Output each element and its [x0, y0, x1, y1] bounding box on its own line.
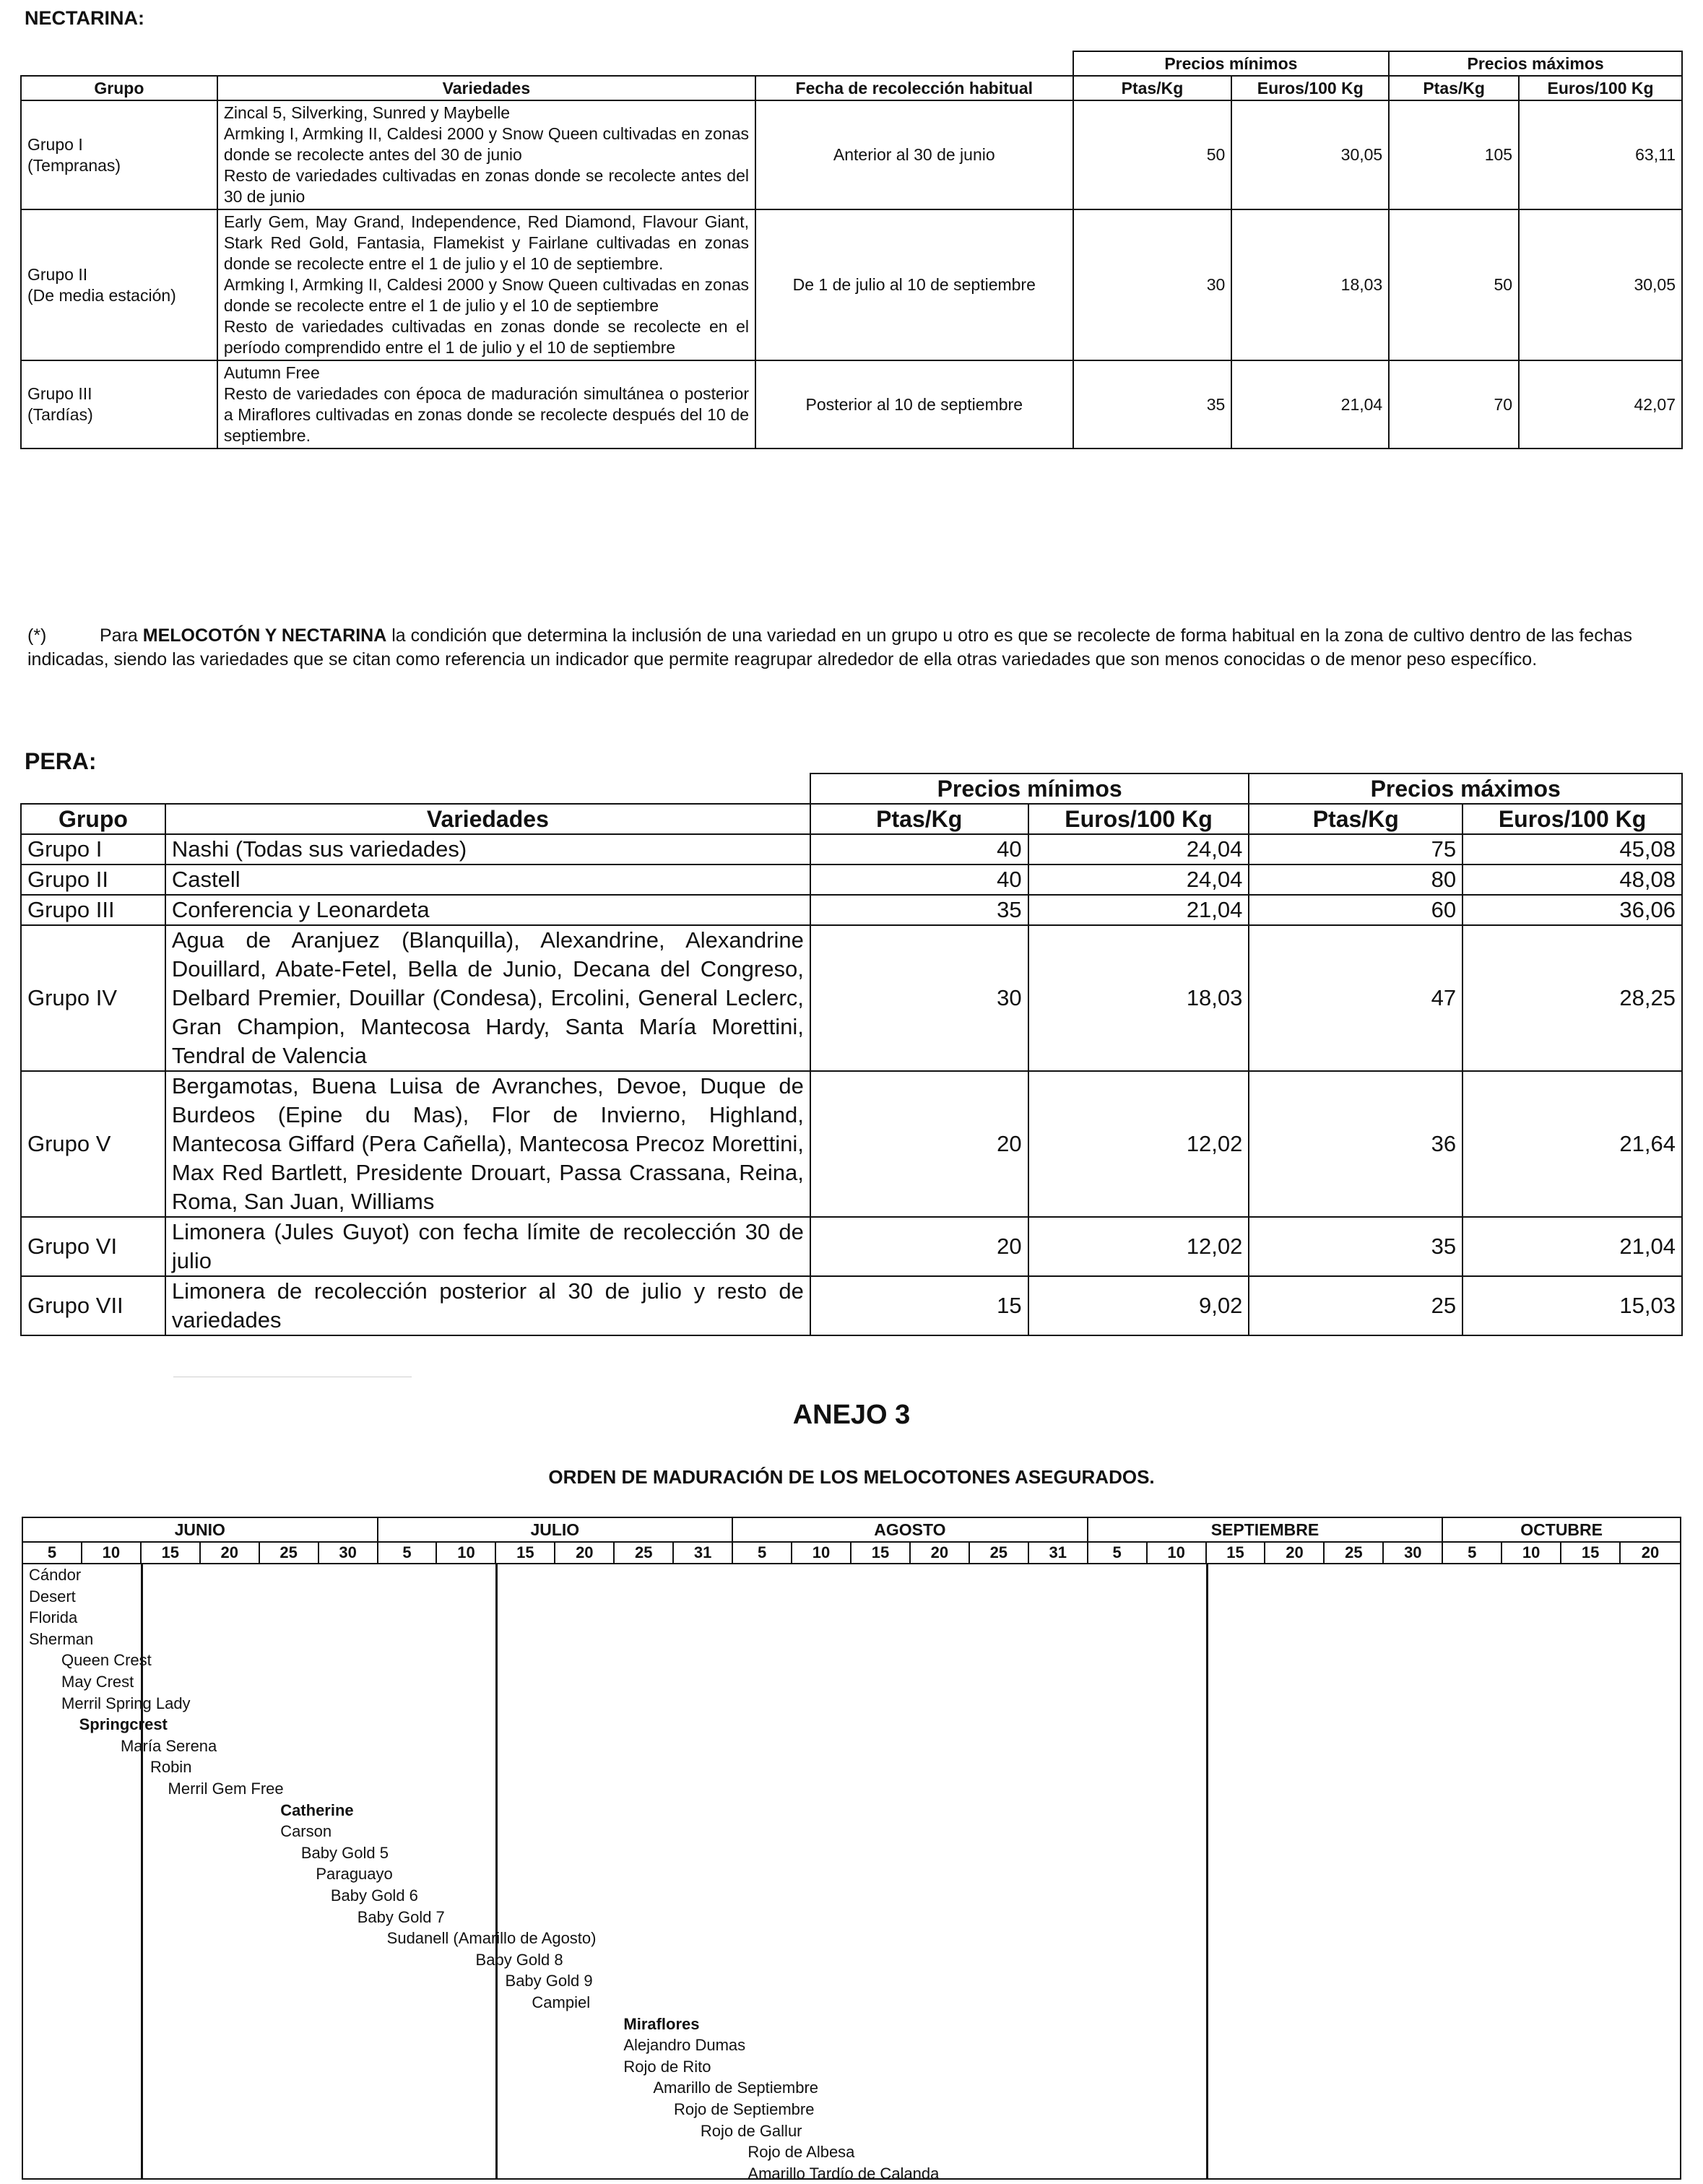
max-euros-cell: 36,06 [1462, 895, 1682, 925]
variety-label: Merril Gem Free [168, 1780, 284, 1798]
day-header: 20 [911, 1543, 970, 1563]
variedades-cell: Autumn Free Resto de variedades con época de maduración simultánea o posterior a Miraflores cultivadas en zonas donde se recolecte después del 10 de septiembre. [217, 360, 755, 448]
header-ptas-kg-max: Ptas/Kg [1249, 804, 1462, 834]
min-ptas-cell: 30 [1073, 209, 1232, 360]
variedades-cell: Nashi (Todas sus variedades) [165, 834, 810, 864]
table-row [21, 925, 1682, 1071]
variety-label: Queen Crest [61, 1651, 152, 1670]
month-header-agosto: AGOSTO [733, 1518, 1088, 1541]
table-row [21, 834, 1682, 864]
day-header: 20 [1266, 1543, 1325, 1563]
table-row [21, 360, 1682, 448]
max-euros-cell: 21,04 [1462, 1217, 1682, 1276]
max-ptas-cell: 47 [1249, 925, 1462, 1071]
anejo-title: ANEJO 3 [792, 1400, 911, 1430]
header-ptas-kg-min: Ptas/Kg [810, 804, 1028, 834]
grupo-cell: Grupo V [21, 1071, 165, 1217]
variety-label: María Serena [120, 1736, 217, 1755]
anejo-subtitle: ORDEN DE MADURACIÓN DE LOS MELOCOTONES ASEGURADOS. [548, 1466, 1155, 1488]
table-row [21, 864, 1682, 895]
header-precios-minimos: Precios mínimos [1073, 51, 1390, 76]
variety-label: Baby Gold 9 [505, 1972, 593, 1990]
fecha-cell: De 1 de julio al 10 de septiembre [755, 209, 1073, 360]
grupo-cell: Grupo II [21, 864, 165, 895]
max-ptas-cell: 50 [1389, 209, 1519, 360]
grupo-cell: Grupo VII [21, 1276, 165, 1335]
min-ptas-cell: 50 [1073, 100, 1232, 209]
max-ptas-cell: 25 [1249, 1276, 1462, 1335]
max-ptas-cell: 75 [1249, 834, 1462, 864]
grupo-cell: Grupo I (Tempranas) [21, 100, 217, 209]
min-ptas-cell: 20 [810, 1217, 1028, 1276]
max-euros-cell: 45,08 [1462, 834, 1682, 864]
table-row [21, 209, 1682, 360]
day-header: 5 [1443, 1543, 1502, 1563]
variety-label: Baby Gold 6 [330, 1886, 418, 1904]
max-euros-cell: 28,25 [1462, 925, 1682, 1071]
variety-label: Sherman [29, 1629, 94, 1648]
grupo-cell: Grupo VI [21, 1217, 165, 1276]
min-ptas-cell: 40 [810, 864, 1028, 895]
day-header: 30 [319, 1543, 378, 1563]
grupo-cell: Grupo II (De media estación) [21, 209, 217, 360]
variety-label: Baby Gold 5 [300, 1843, 389, 1862]
day-header: 10 [792, 1543, 852, 1563]
grupo-cell: Grupo III (Tardías) [21, 360, 217, 448]
variety-label: Campiel [532, 1993, 591, 2011]
variedades-cell: Limonera de recolección posterior al 30 de julio y resto de variedades [165, 1276, 810, 1335]
min-euros-cell: 21,04 [1231, 360, 1389, 448]
header-euros-min: Euros/100 Kg [1231, 76, 1389, 100]
month-header-septiembre: SEPTIEMBRE [1088, 1518, 1444, 1541]
header-precios-maximos: Precios máximos [1249, 774, 1682, 804]
variety-label: Paraguayo [316, 1865, 393, 1884]
variedades-cell: Zincal 5, Silverking, Sunred y Maybelle Armking I, Armking II, Caldesi 2000 y Snow Queen cultivadas en zonas donde se recolecte antes del 30 de junio Resto de variedades cultivadas en zonas donde se recolecte antes del 30 de junio [217, 100, 755, 209]
variedades-cell: Bergamotas, Buena Luisa de Avranches, Devoe, Duque de Burdeos (Epine du Mas), Flor de Invierno, Highland, Mantecosa Giffard (Pera Cañella), Mantecosa Precoz Morettini, Max Red Bartlett, Presidente Drouart, Passa Crassana, Reina, Roma, San Juan, Williams [165, 1071, 810, 1217]
variety-label: Amarillo Tardío de Calanda [748, 2164, 940, 2183]
min-euros-cell: 21,04 [1028, 895, 1249, 925]
max-ptas-cell: 105 [1389, 100, 1519, 209]
day-row-divider [23, 1563, 1680, 1564]
day-header: 10 [82, 1543, 142, 1563]
section-title-nectarina: NECTARINA: [25, 7, 144, 29]
day-header: 10 [1502, 1543, 1561, 1563]
variety-label: Rojo de Gallur [700, 2121, 802, 2140]
header-euros-max: Euros/100 Kg [1519, 76, 1682, 100]
header-precios-maximos: Precios máximos [1389, 51, 1682, 76]
variety-label: Robin [150, 1758, 192, 1777]
day-header: 20 [1641, 1543, 1660, 1561]
table-row [21, 1276, 1682, 1335]
variedades-cell: Conferencia y Leonardeta [165, 895, 810, 925]
variety-label: Rojo de Septiembre [674, 2100, 815, 2118]
table-row [21, 895, 1682, 925]
variety-label: Cándor [29, 1566, 82, 1584]
header-euros-min: Euros/100 Kg [1028, 804, 1249, 834]
min-ptas-cell: 30 [810, 925, 1028, 1071]
max-euros-cell: 63,11 [1519, 100, 1682, 209]
variedades-cell: Castell [165, 864, 810, 895]
grupo-cell: Grupo IV [21, 925, 165, 1071]
day-header: 25 [615, 1543, 674, 1563]
min-ptas-cell: 40 [810, 834, 1028, 864]
min-euros-cell: 9,02 [1028, 1276, 1249, 1335]
max-euros-cell: 42,07 [1519, 360, 1682, 448]
variety-label: Springcrest [79, 1715, 168, 1734]
day-header: 15 [496, 1543, 555, 1563]
max-ptas-cell: 80 [1249, 864, 1462, 895]
day-header: 20 [555, 1543, 615, 1563]
min-ptas-cell: 35 [810, 895, 1028, 925]
header-ptas-kg-min: Ptas/Kg [1073, 76, 1232, 100]
header-fecha: Fecha de recolección habitual [755, 76, 1073, 100]
table-row [21, 100, 1682, 209]
variety-label: Rojo de Rito [623, 2057, 711, 2076]
header-grupo: Grupo [21, 804, 165, 834]
min-euros-cell: 18,03 [1231, 209, 1389, 360]
day-header: 5 [1088, 1543, 1148, 1563]
table-row [21, 1071, 1682, 1217]
header-euros-max: Euros/100 Kg [1462, 804, 1682, 834]
variety-label: Amarillo de Septiembre [653, 2079, 819, 2097]
variedades-cell: Early Gem, May Grand, Independence, Red Diamond, Flavour Giant, Stark Red Gold, Fantasia, Flamekist y Fairlane cultivadas en zonas donde se recolecte entre el 1 de julio y el 10 de septiembre. Armking I, Armking II, Caldesi 2000 y Snow Queen cultivadas en zonas donde se recolecte entre el 1 de julio y el 10 de septiembre Resto de variedades cultivadas en zonas donde se recolecte en el período comprendido entre el 1 de julio y el 10 de septiembre [217, 209, 755, 360]
variety-label: Sudanell (Amarillo de Agosto) [386, 1929, 597, 1948]
variety-label: Miraflores [623, 2014, 700, 2033]
max-ptas-cell: 60 [1249, 895, 1462, 925]
max-ptas-cell: 70 [1389, 360, 1519, 448]
day-header: 20 [201, 1543, 260, 1563]
variedades-cell: Agua de Aranjuez (Blanquilla), Alexandrine, Alexandrine Douillard, Abate-Fetel, Bella de Junio, Decana del Congreso, Delbard Premier, Douillar (Condesa), Ercolini, General Leclerc, Gran Champion, Mantecosa Hardy, Santa María Morettini, Tendral de Valencia [165, 925, 810, 1071]
max-euros-cell: 48,08 [1462, 864, 1682, 895]
max-euros-cell: 30,05 [1519, 209, 1682, 360]
variety-label: Carson [280, 1822, 332, 1841]
day-header: 30 [1384, 1543, 1443, 1563]
day-header: 5 [23, 1543, 82, 1563]
max-ptas-cell: 36 [1249, 1071, 1462, 1217]
section-title-pera: PERA: [25, 748, 97, 774]
grupo-cell: Grupo I [21, 834, 165, 864]
min-ptas-cell: 15 [810, 1276, 1028, 1335]
min-euros-cell: 18,03 [1028, 925, 1249, 1071]
maturation-chart [22, 1517, 1681, 2183]
day-header: 5 [733, 1543, 792, 1563]
day-header: 31 [674, 1543, 733, 1563]
table-row [21, 1217, 1682, 1276]
header-grupo: Grupo [21, 76, 217, 100]
day-header: 10 [1148, 1543, 1207, 1563]
day-header: 15 [1561, 1543, 1621, 1563]
min-euros-cell: 12,02 [1028, 1217, 1249, 1276]
period-divider [495, 1564, 498, 2178]
min-euros-cell: 30,05 [1231, 100, 1389, 209]
day-header: 15 [852, 1543, 911, 1563]
variety-label: Catherine [280, 1800, 354, 1819]
variety-label: Desert [29, 1587, 76, 1606]
day-header: 25 [970, 1543, 1029, 1563]
day-header: 15 [142, 1543, 201, 1563]
month-header-octubre: OCTUBRE [1520, 1520, 1603, 1539]
variety-label: Merril Spring Lady [61, 1694, 191, 1712]
min-ptas-cell: 20 [810, 1071, 1028, 1217]
variety-label: Baby Gold 7 [357, 1907, 445, 1926]
max-euros-cell: 21,64 [1462, 1071, 1682, 1217]
fecha-cell: Anterior al 30 de junio [755, 100, 1073, 209]
variedades-cell: Limonera (Jules Guyot) con fecha límite de recolección 30 de julio [165, 1217, 810, 1276]
grupo-cell: Grupo III [21, 895, 165, 925]
variety-label: Alejandro Dumas [623, 2036, 746, 2055]
variety-label: Baby Gold 8 [475, 1950, 563, 1969]
max-euros-cell: 15,03 [1462, 1276, 1682, 1335]
footnote-mark: (*) [27, 625, 47, 646]
nectarina-table [20, 51, 1683, 449]
header-ptas-kg-max: Ptas/Kg [1389, 76, 1519, 100]
day-header: 25 [1325, 1543, 1384, 1563]
min-euros-cell: 24,04 [1028, 834, 1249, 864]
pera-table [20, 773, 1683, 1336]
day-header: 31 [1029, 1543, 1088, 1563]
day-header: 15 [1207, 1543, 1266, 1563]
header-variedades: Variedades [165, 804, 810, 834]
min-euros-cell: 12,02 [1028, 1071, 1249, 1217]
max-ptas-cell: 35 [1249, 1217, 1462, 1276]
month-header-julio: JULIO [378, 1518, 734, 1541]
day-header: 10 [438, 1543, 497, 1563]
fecha-cell: Posterior al 10 de septiembre [755, 360, 1073, 448]
variety-label: Rojo de Albesa [748, 2143, 855, 2162]
variety-label: May Crest [61, 1673, 134, 1691]
header-variedades: Variedades [217, 76, 755, 100]
variety-label: Florida [29, 1608, 78, 1627]
day-header: 25 [260, 1543, 319, 1563]
min-euros-cell: 24,04 [1028, 864, 1249, 895]
month-header-junio: JUNIO [23, 1518, 378, 1541]
min-ptas-cell: 35 [1073, 360, 1232, 448]
day-header: 5 [378, 1543, 438, 1563]
footnote: (*) Para MELOCOTÓN Y NECTARINA la condición que determina la inclusión de una variedad en un grupo u otro es que se recolecte de forma habitual en la zona de cultivo dentro de las fechas indicadas, siendo las variedades que se citan como referencia un indicador que permite reagrupar alrededor de ella otras variedades que son menos conocidas o de menor peso específico. [27, 625, 1633, 670]
header-precios-minimos: Precios mínimos [810, 774, 1249, 804]
period-divider [1206, 1564, 1208, 2178]
